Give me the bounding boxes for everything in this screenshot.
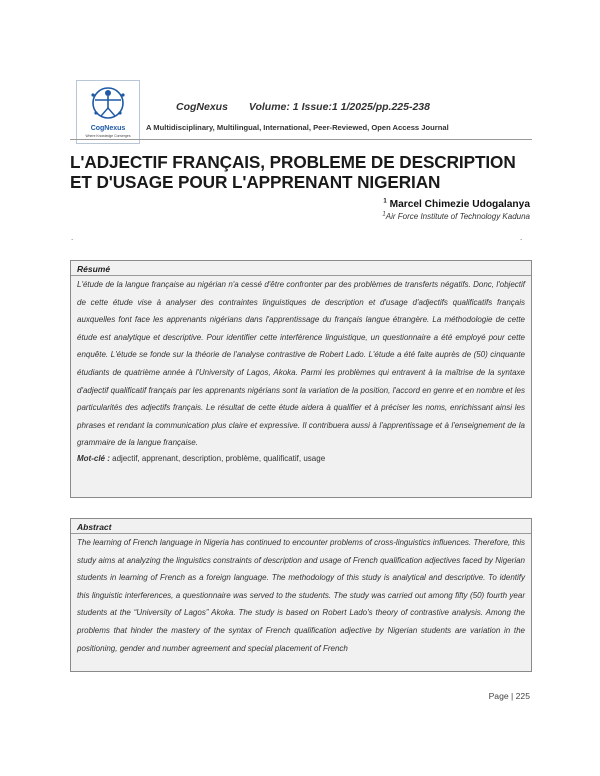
volume-info: Volume: 1 Issue:1 1/2025/pp.225-238 [248, 101, 430, 113]
abstract-panel [70, 518, 532, 672]
keywords-list: adjectif, apprenant, description, problème, qualificatif, usage [112, 453, 326, 463]
logo-name: CogNexus [90, 125, 126, 132]
journal-subtitle: A Multidisciplinary, Multilingual, International, Peer-Reviewed, Open Access Journal [146, 123, 449, 132]
separator-dot-left: . [71, 233, 74, 242]
author-marker: 1 [383, 198, 387, 205]
title-line-2: ET D'USAGE POUR L'APPRENANT NIGERIAN [70, 172, 441, 192]
author-affiliation: $^1$Air Force Institute of Technology Kaduna [382, 211, 530, 221]
affiliation-marker: 1 [382, 211, 386, 218]
resume-heading: Résumé [71, 261, 531, 276]
header-divider [70, 139, 532, 140]
journal-info [176, 101, 430, 113]
keywords-label: Mot-clé : [77, 453, 110, 463]
logo-tagline: Where Knowledge Converges [85, 134, 131, 138]
journal-logo [76, 80, 140, 144]
journal-name: CogNexus [176, 101, 228, 113]
page-number: Page | 225 [488, 691, 530, 701]
abstract-heading: Abstract [71, 519, 531, 534]
resume-text: L'étude de la langue française au nigérian n'a cessé d'être confronter par des problèmes de transferts négatifs. Donc, l'objectif de cette étude vise à analyser des contraintes linguistiques de description et d'usage d'adjectifs qualificatifs français auxquelles font face les apprenants nigérians dans l'apprentissage du français langue étrangère. La méthodologie de cette étude est analytique et descriptive. Pour identifier cette interférence linguistique, un questionnaire a été employé pour cette enquête. L'étude se fonde sur la théorie de l'analyse contrastive de Robert Lado. L'étude a été faite auprès de (50) cinquante étudiants de quatrième année à l'University of Lagos, Akoka. Parmi les problèmes qui entravent à la maîtrise de la syntaxe d'adjectif qualificatif français par les apprenants nigérians sont la variation de la position, l'accord en genre et en nombre et les particularités des adjectifs français. Le résultat de cette étude aidera à qualifier et à préciser les noms, enrichissant ainsi les phrases et rendant la communication plus claire et expressive. Il contribuera aussi à l'apprentissage et à l'enseignement de la grammaire de la langue française. [77, 280, 525, 448]
title-line-1: L'ADJECTIF FRANÇAIS, PROBLEME DE DESCRIPTION [70, 152, 516, 172]
vitruvian-figure-icon [77, 81, 139, 143]
separator-dot-right: . [520, 233, 523, 242]
author-name: $^1$ Marcel Chimezie Udogalanya [383, 198, 530, 210]
article-title [70, 152, 540, 192]
resume-keywords [71, 452, 531, 465]
resume-panel [70, 260, 532, 498]
abstract-text: The learning of French language in Nigeria has continued to encounter problems of cross-linguistics influences. Therefore, this study aims at analyzing the linguistics constraints of description and usage of French qualification adjectives faced by Nigerian students in learning of French as a foreign language. The methodology of this study is analytical and descriptive. To identify this linguistic interferences, a questionnaire was served to the students. The study was carried out among fifty (50) fourth year students at the “University of Lagos” Akoka. The study is based on Robert Lado's theory of contrastive analysis. Among the problems that hinder the mastery of the syntax of French qualification adjective by Nigerian students are variation in the positioning, gender and number agreement and special placement of French [77, 538, 525, 653]
